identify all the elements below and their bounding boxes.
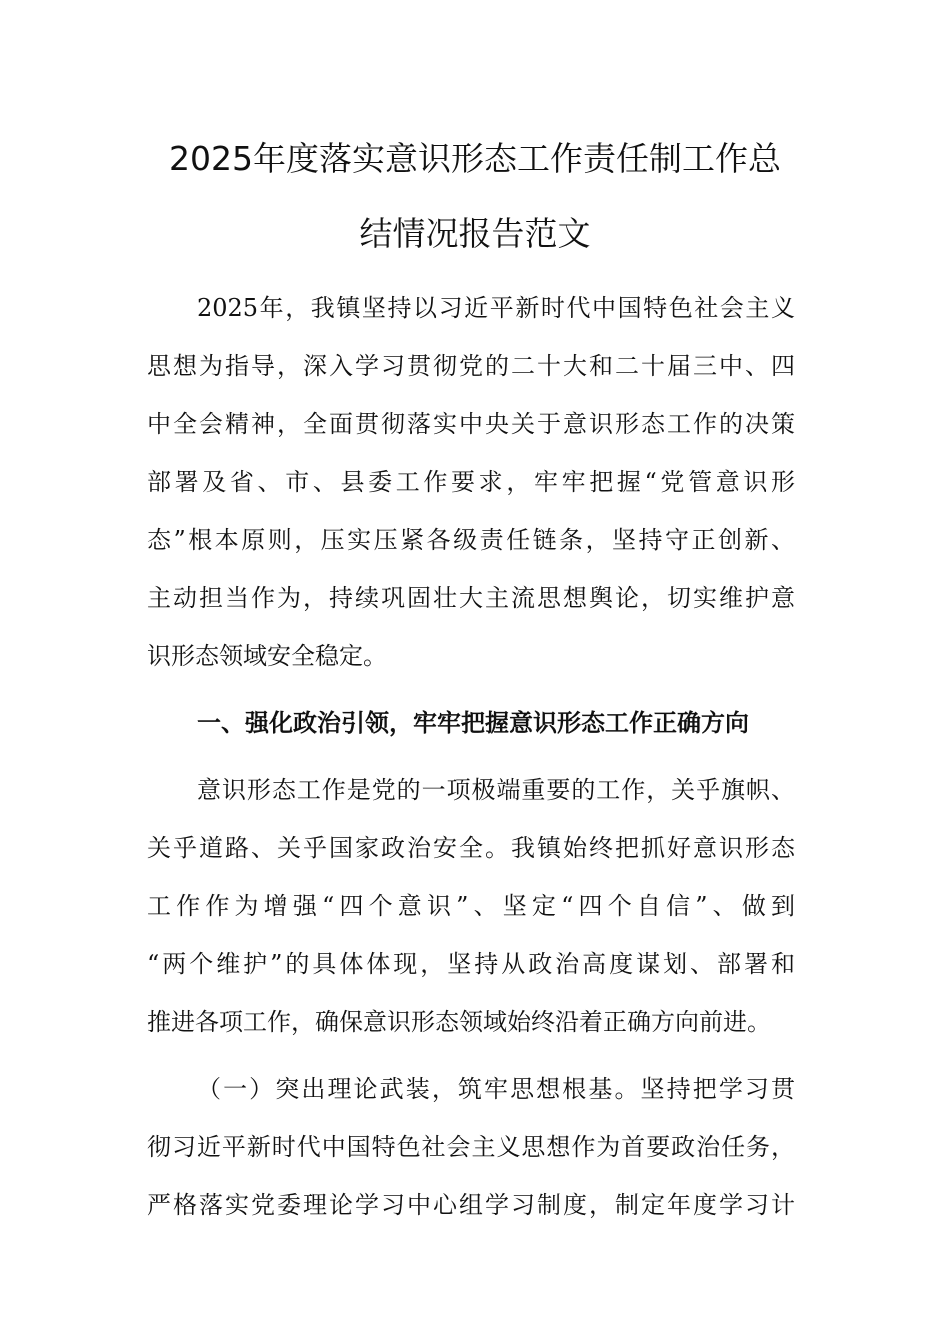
text-line: 识形态领域安全稳定。 — [147, 642, 387, 670]
text-line: 部署及省、市、县委工作要求，牢牢把握“党管意识形 — [147, 468, 795, 496]
document-title-line-2: 结情况报告范文 — [359, 214, 591, 253]
paragraph — [147, 1071, 795, 1245]
text-line: 思想为指导，深入学习贯彻党的二十大和二十届三中、四 — [147, 352, 795, 380]
document-title-line-1: 2025年度落实意识形态工作责任制工作总 — [169, 139, 781, 178]
text-line: 严格落实党委理论学习中心组学习制度，制定年度学习计 — [147, 1191, 795, 1219]
section-heading — [147, 705, 795, 763]
text-line: 意识形态工作是党的一项极端重要的工作，关乎旗帜、 — [197, 776, 795, 804]
text-line: 推进各项工作，确保意识形态领域始终沿着正确方向前进。 — [147, 1008, 771, 1036]
text-line: 主动担当作为，持续巩固壮大主流思想舆论，切实维护意 — [147, 584, 795, 612]
text-line: 彻习近平新时代中国特色社会主义思想作为首要政治任务， — [147, 1133, 795, 1161]
text-line: （一）突出理论武装，筑牢思想根基。坚持把学习贯 — [197, 1075, 795, 1103]
text-line: 一、强化政治引领，牢牢把握意识形态工作正确方向 — [197, 709, 749, 737]
text-line: 2025年，我镇坚持以习近平新时代中国特色社会主义 — [197, 294, 795, 322]
text-line: 态”根本原则，压实压紧各级责任链条，坚持守正创新、 — [147, 526, 795, 554]
text-line: 中全会精神，全面贯彻落实中央关于意识形态工作的决策 — [147, 410, 795, 438]
text-line: “两个维护”的具体体现，坚持从政治高度谋划、部署和 — [147, 950, 795, 978]
paragraph — [147, 290, 795, 696]
paragraph — [147, 772, 795, 1062]
text-line: 关乎道路、关乎国家政治安全。我镇始终把抓好意识形态 — [147, 834, 795, 862]
document-body — [147, 290, 795, 1254]
text-line: 工作作为增强“四个意识”、坚定“四个自信”、做到 — [147, 892, 795, 920]
